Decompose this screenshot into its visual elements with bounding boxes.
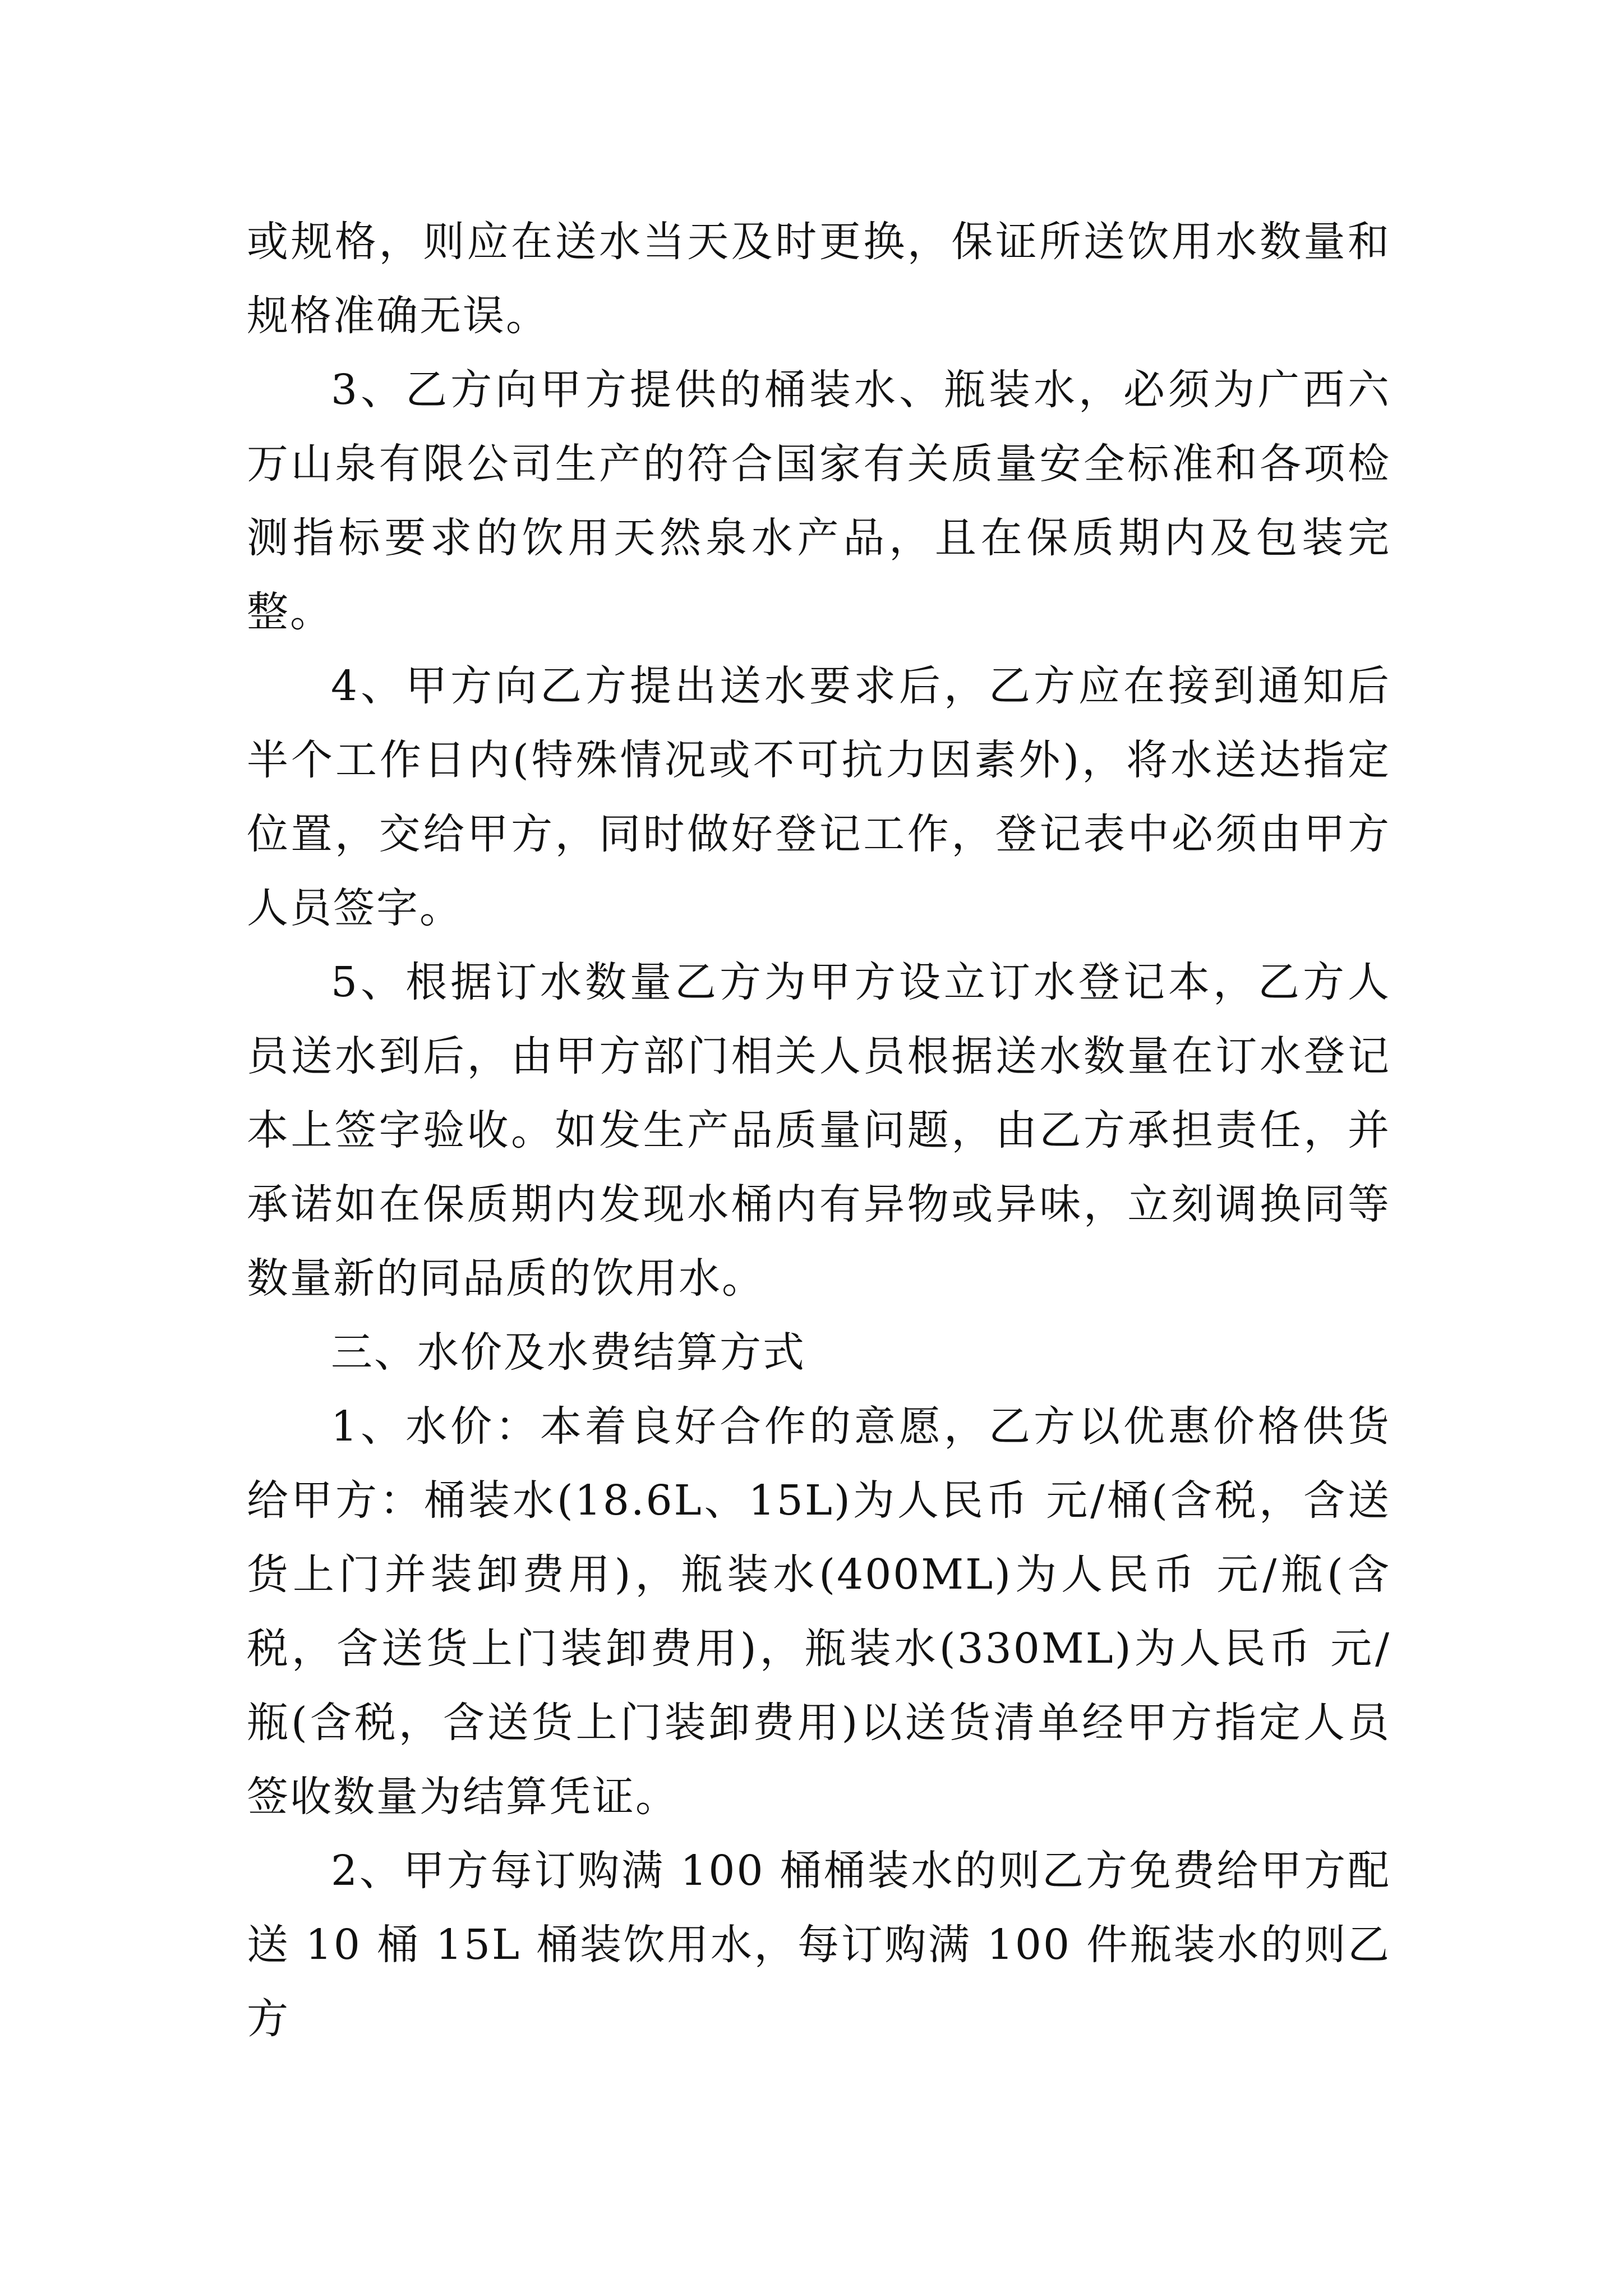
paragraph-continuation: 或规格，则应在送水当天及时更换，保证所送饮用水数量和规格准确无误。 (247, 218, 1391, 340)
section-heading-3: 三、水价及水费结算方式 (331, 1328, 806, 1377)
paragraph-clause-5: 5、根据订水数量乙方为甲方设立订水登记本，乙方人员送水到后，由甲方部门相关人员根据送水数量在订水登记本上签字验收。如发生产品质量问题，由乙方承担责任，并承诺如在保质期内发现水桶内有异物或异味，立刻调换同等数量新的同品质的饮用水。 (247, 958, 1391, 1303)
document-body (247, 205, 1391, 2056)
paragraph-price-clause-2: 2、甲方每订购满 100 桶桶装水的则乙方免费给甲方配送 10 桶 15L 桶装饮用水，每订购满 100 件瓶装水的则乙方 (247, 1847, 1391, 2043)
paragraph-clause-3: 3、乙方向甲方提供的桶装水、瓶装水，必须为广西六万山泉有限公司生产的符合国家有关质量安全标准和各项检测指标要求的饮用天然泉水产品，且在保质期内及包装完整。 (247, 366, 1391, 636)
paragraph-clause-4: 4、甲方向乙方提出送水要求后，乙方应在接到通知后半个工作日内(特殊情况或不可抗力因素外)，将水送达指定位置，交给甲方，同时做好登记工作，登记表中必须由甲方人员签字。 (247, 662, 1391, 932)
paragraph-price-clause-1: 1、水价：本着良好合作的意愿，乙方以优惠价格供货给甲方：桶装水(18.6L、15L)为人民币 元/桶(含税，含送货上门并装卸费用)，瓶装水(400ML)为人民币 元/瓶(含税，含送货上门装卸费用)，瓶装水(330ML)为人民币 元/瓶(含税，含送货上门装卸费用)以送货清单经甲方指定人员签收数量为结算凭证。 (247, 1402, 1391, 1821)
